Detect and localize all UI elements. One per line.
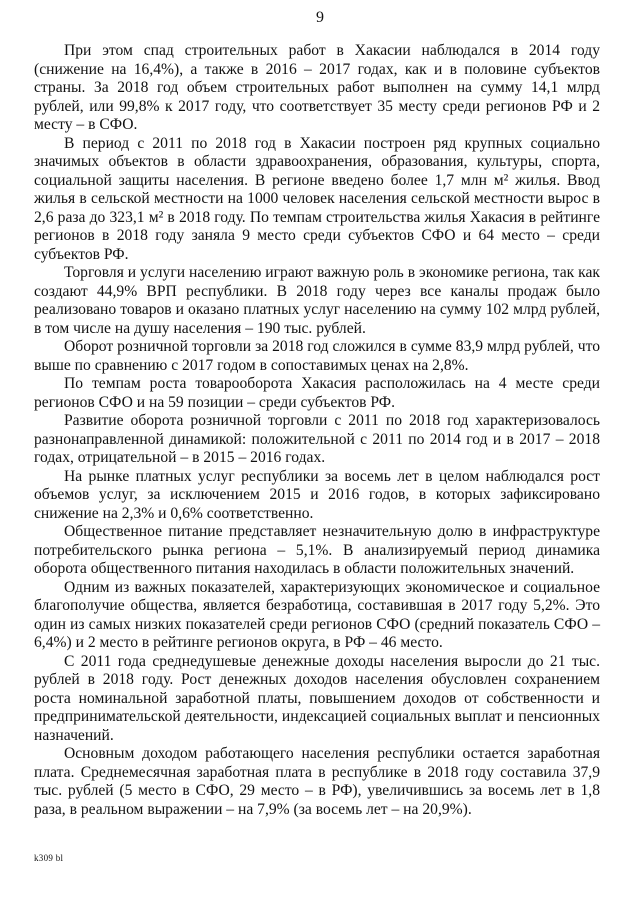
paragraph-retail-turnover: Оборот розничной торговли за 2018 год сложился в сумме 83,9 млрд рублей, что выше по сравнению с 2017 годом в сопоставимых ценах на 2,8%. bbox=[34, 338, 600, 374]
footer-code: k309 bl bbox=[34, 853, 64, 863]
paragraph-social-objects-housing: В период с 2011 по 2018 год в Хакасии построен ряд крупных социально значимых объектов в области здравоохранения, образования, культуры, спорта, социальной защиты населения. В регионе введено более 1,7 млн м² жилья. Ввод жилья в сельской местности на 1000 человек населения сельской местности вырос в 2,6 раза до 323,1 м² в 2018 году. По темпам строительства жилья Хакасия в рейтинге регионов в 2018 году заняла 9 место среди субъектов СФО и 64 место – среди субъектов РФ. bbox=[34, 134, 600, 263]
page-number: 9 bbox=[316, 9, 324, 26]
paragraph-paid-services: На рынке платных услуг республики за восемь лет в целом наблюдался рост объемов услуг, за исключением 2015 и 2016 годов, в которых зафиксировано снижение на 2,3% и 0,6% соответственно. bbox=[34, 467, 600, 522]
paragraph-catering: Общественное питание представляет незначительную долю в инфраструктуре потребительского рынка региона – 5,1%. В анализируемый период динамика оборота общественного питания находилась в области положительных значений. bbox=[34, 523, 600, 577]
paragraph-income: С 2011 года среднедушевые денежные доходы населения выросли до 21 тыс. рублей в 2018 году. Рост денежных доходов населения обусловлен сохранением роста номинальной заработной платы, повышением доходов от собственности и предпринимательской деятельности, индексацией социальных выплат и пенсионных назначений. bbox=[34, 652, 600, 744]
paragraph-unemployment: Одним из важных показателей, характеризующих экономическое и социальное благополучие общества, является безработица, составившая в 2017 году 5,2%. Это один из самых низких показателей среди регионов СФО (средний показатель СФО – 6,4%) и 2 место в рейтинге регионов округа, в РФ – 46 место. bbox=[34, 578, 600, 651]
body-text bbox=[34, 42, 600, 819]
paragraph-turnover-ranking: По темпам роста товарооборота Хакасия расположилась на 4 месте среди регионов СФО и на 59 позиции – среди субъектов РФ. bbox=[34, 375, 600, 411]
paragraph-trade-services: Торговля и услуги населению играют важную роль в экономике региона, так как создают 44,9% ВРП республики. В 2018 году через все каналы продаж было реализовано товаров и оказано платных услуг населению на сумму 102 млрд рублей, в том числе на душу населения – 190 тыс. рублей. bbox=[34, 264, 600, 337]
paragraph-construction-decline: При этом спад строительных работ в Хакасии наблюдался в 2014 году (снижение на 16,4%), а также в 2016 – 2017 годах, как и в половине субъектов страны. За 2018 год объем строительных работ выполнен на сумму 14,1 млрд рублей, или 99,8% к 2017 году, что соответствует 35 месту среди регионов РФ и 2 месту – в СФО. bbox=[34, 42, 600, 133]
paragraph-wages: Основным доходом работающего населения республики остается заработная плата. Среднемесячная заработная плата в республике в 2018 году составила 37,9 тыс. рублей (5 место в СФО, 29 место – в РФ), увеличившись за восемь лет в 1,8 раза, в реальном выражении – на 7,9% (за восемь лет – на 20,9%). bbox=[34, 745, 600, 818]
paragraph-retail-dynamics: Развитие оборота розничной торговли с 2011 по 2018 год характеризовалось разнонаправленной динамикой: положительной с 2011 по 2014 год и в 2017 – 2018 годах, отрицательной – в 2015 – 2016 годах. bbox=[34, 412, 600, 466]
